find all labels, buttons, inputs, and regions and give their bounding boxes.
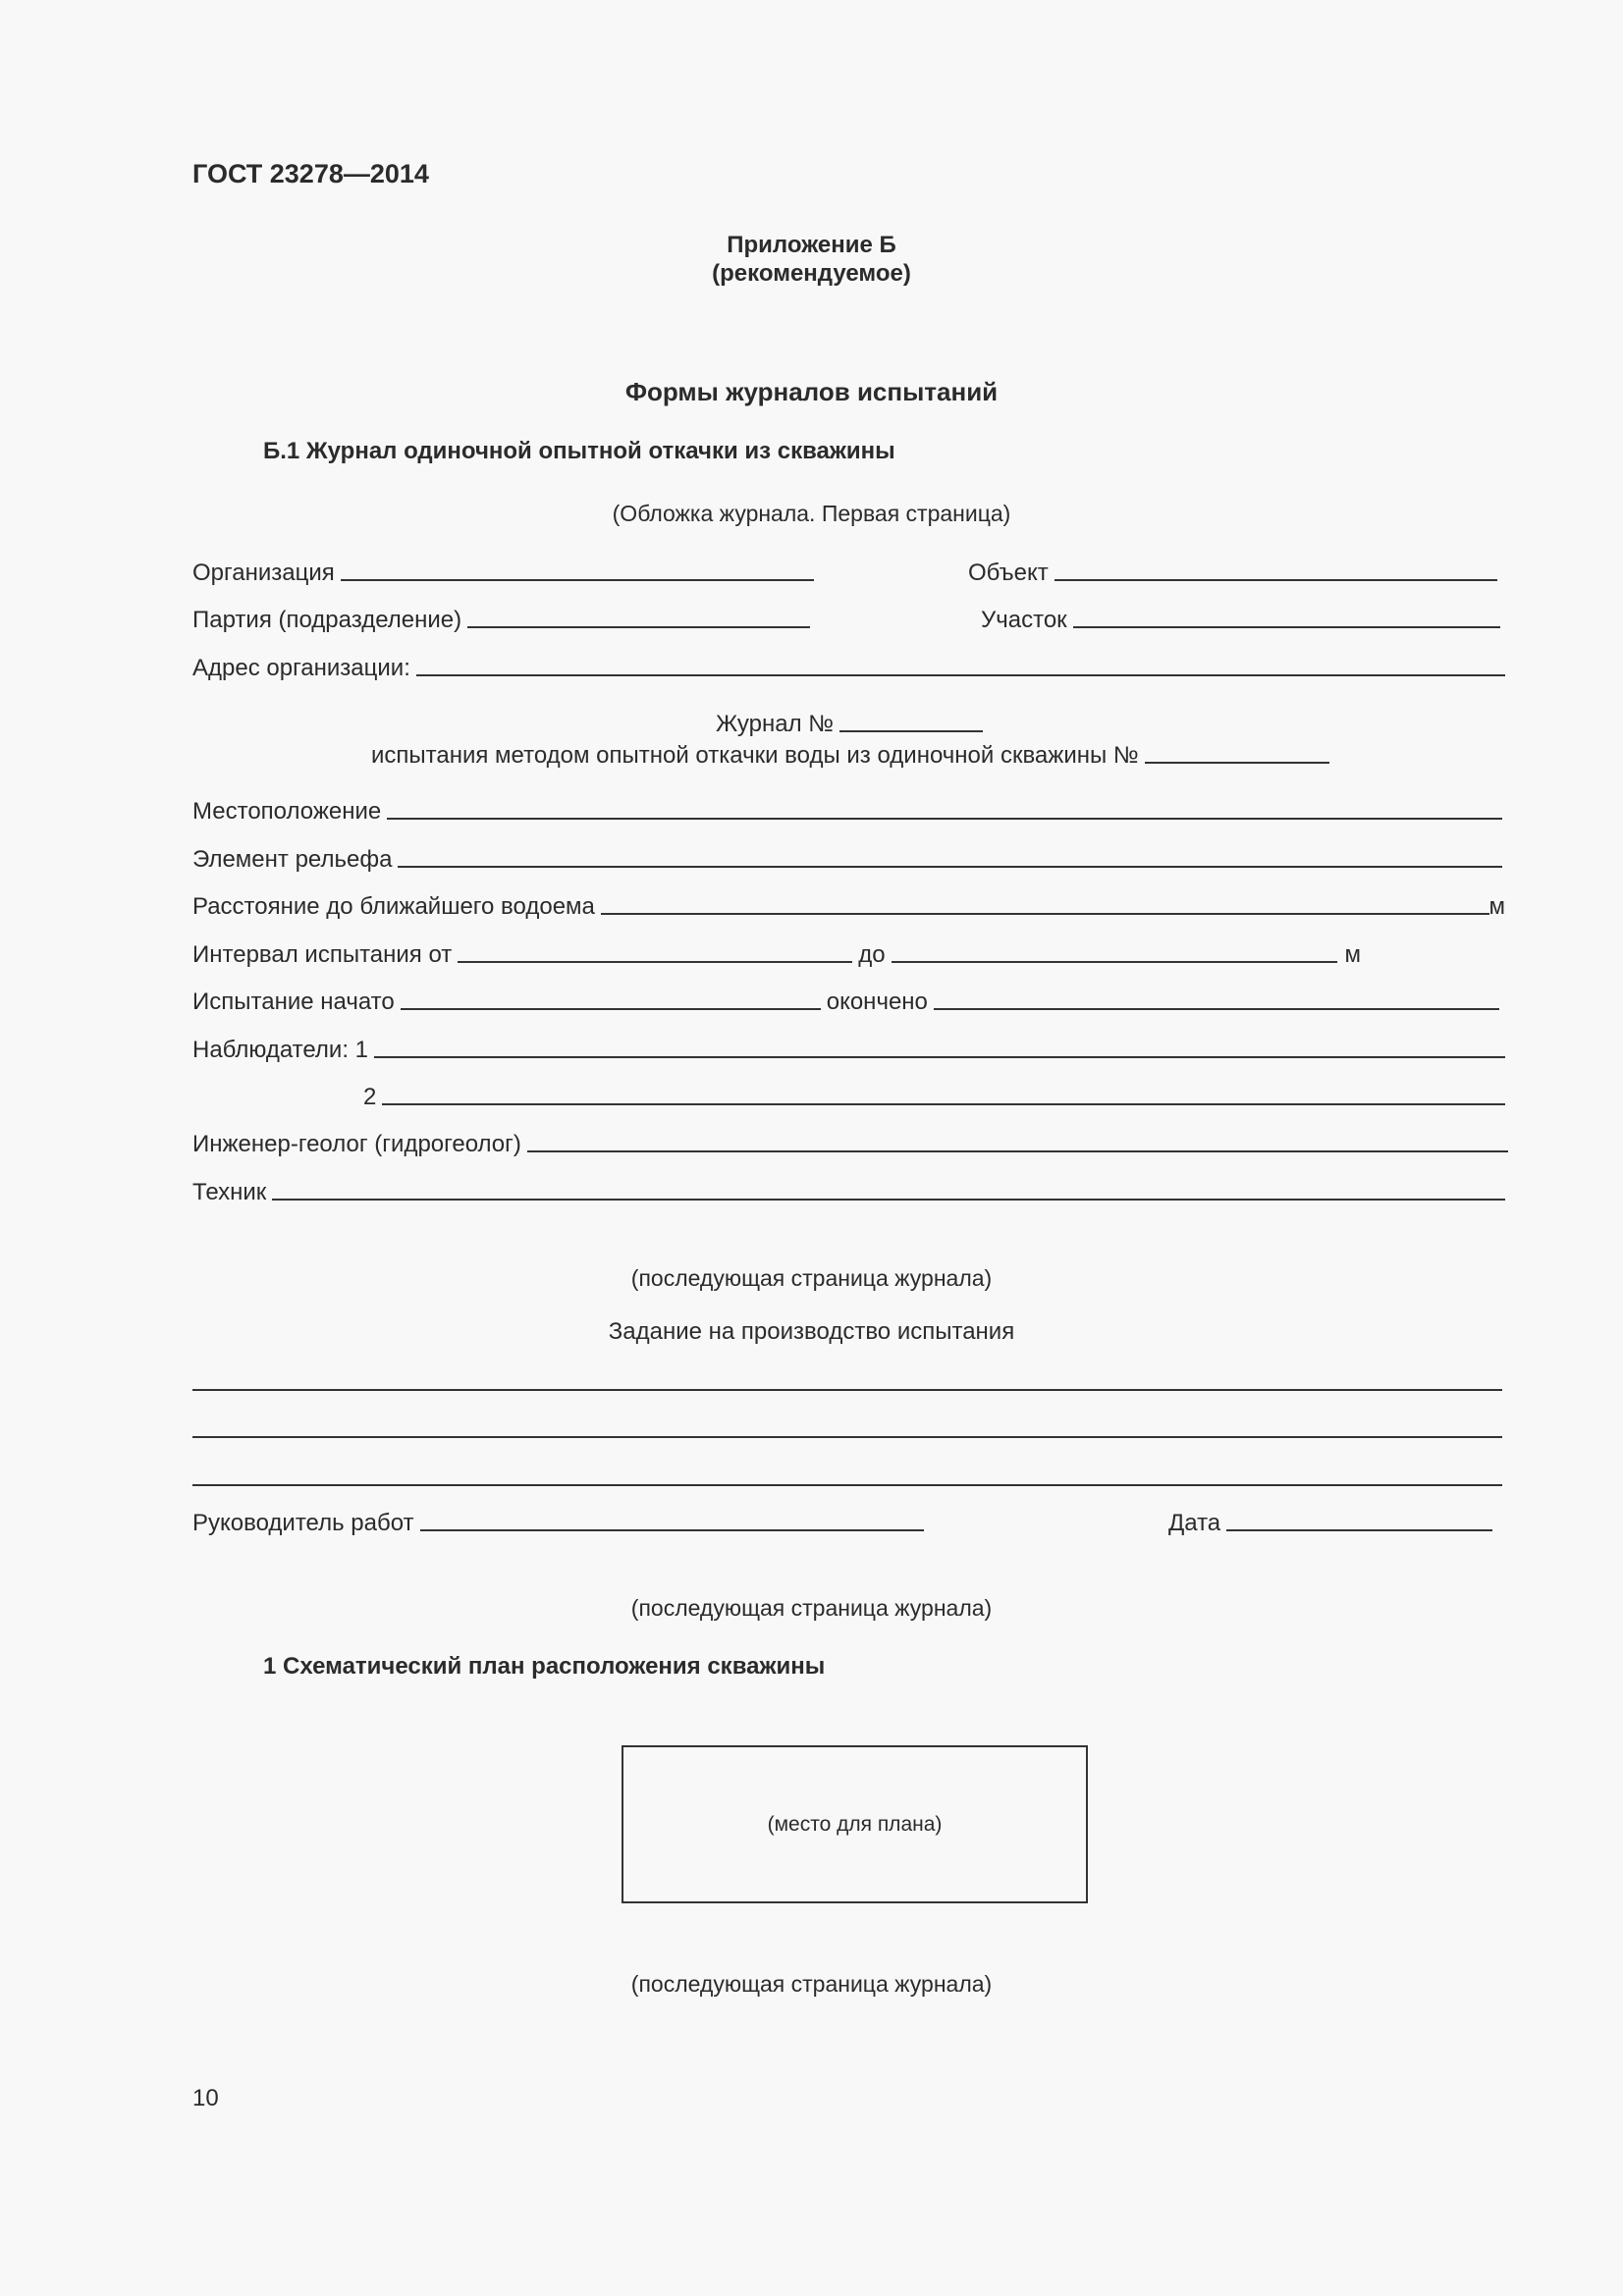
next-page-note-3: (последующая страница журнала) xyxy=(630,1971,993,1997)
org-field xyxy=(192,554,814,587)
subsection-title: Б.1 Журнал одиночной опытной откачки из скважины xyxy=(263,438,895,464)
object-field xyxy=(968,554,1497,587)
observer-2-field xyxy=(363,1078,1505,1111)
object-label: Объект xyxy=(968,560,1049,586)
interval-from-blank[interactable] xyxy=(458,961,852,963)
observers-label: Наблюдатели: 1 xyxy=(192,1037,369,1063)
address-label: Адрес организации: xyxy=(192,655,410,681)
technician-blank[interactable] xyxy=(272,1199,1505,1201)
interval-to-label: до xyxy=(858,941,886,968)
distance-field xyxy=(192,887,1505,921)
started-label: Испытание начато xyxy=(192,988,395,1015)
relief-blank[interactable] xyxy=(398,866,1502,868)
finished-label: окончено xyxy=(826,988,928,1015)
test-dates-field xyxy=(192,983,1499,1016)
distance-unit: м xyxy=(1488,893,1505,920)
interval-unit: м xyxy=(1344,941,1361,968)
task-line-2[interactable] xyxy=(192,1436,1502,1438)
manager-label: Руководитель работ xyxy=(192,1510,414,1536)
relief-field xyxy=(192,840,1502,874)
plan-placeholder-box xyxy=(622,1745,1088,1903)
engineer-label: Инженер-геолог (гидрогеолог) xyxy=(192,1131,521,1157)
technician-label: Техник xyxy=(192,1179,267,1205)
location-blank[interactable] xyxy=(387,818,1502,820)
relief-label: Элемент рельефа xyxy=(192,846,393,873)
site-label: Участок xyxy=(981,607,1067,633)
task-line-1[interactable] xyxy=(192,1389,1502,1391)
started-blank[interactable] xyxy=(401,1008,821,1010)
interval-label: Интервал испытания от xyxy=(192,941,453,968)
appendix-subtitle: (рекомендуемое) xyxy=(712,260,911,287)
object-blank[interactable] xyxy=(1055,579,1497,581)
journal-title: Журнал № xyxy=(716,711,834,737)
observer-2-blank[interactable] xyxy=(382,1103,1505,1105)
date-label: Дата xyxy=(1168,1510,1221,1536)
site-field xyxy=(981,601,1500,634)
party-field xyxy=(192,601,810,634)
location-label: Местоположение xyxy=(192,798,382,825)
interval-field xyxy=(192,935,1361,969)
journal-subtitle: испытания методом опытной откачки воды из одиночной скважины № xyxy=(371,742,1139,769)
next-page-note-1: (последующая страница журнала) xyxy=(630,1265,993,1291)
journal-number-blank[interactable] xyxy=(839,730,983,732)
observer-1-blank[interactable] xyxy=(374,1056,1505,1058)
address-field xyxy=(192,649,1505,682)
distance-label: Расстояние до ближайшего водоема xyxy=(192,893,595,920)
org-blank[interactable] xyxy=(341,579,814,581)
page-number: 10 xyxy=(192,2085,219,2111)
party-label: Партия (подразделение) xyxy=(192,607,462,633)
location-field xyxy=(192,792,1502,826)
date-field xyxy=(1168,1504,1492,1537)
section-title: Формы журналов испытаний xyxy=(624,377,999,406)
journal-title-row xyxy=(716,705,983,738)
well-number-blank[interactable] xyxy=(1145,762,1329,764)
interval-to-blank[interactable] xyxy=(892,961,1337,963)
manager-field xyxy=(192,1504,924,1537)
observer-1-field xyxy=(192,1031,1505,1064)
technician-field xyxy=(192,1173,1505,1206)
engineer-blank[interactable] xyxy=(527,1150,1508,1152)
date-blank[interactable] xyxy=(1226,1529,1492,1531)
plan-heading: 1 Схематический план расположения скважины xyxy=(263,1653,826,1680)
distance-blank[interactable] xyxy=(601,913,1489,915)
manager-blank[interactable] xyxy=(420,1529,924,1531)
observer-2-label: 2 xyxy=(363,1084,377,1110)
engineer-field xyxy=(192,1125,1508,1158)
task-line-3[interactable] xyxy=(192,1484,1502,1486)
finished-blank[interactable] xyxy=(934,1008,1499,1010)
address-blank[interactable] xyxy=(416,674,1505,676)
party-blank[interactable] xyxy=(467,626,810,628)
next-page-note-2: (последующая страница журнала) xyxy=(630,1595,993,1621)
standard-number: ГОСТ 23278—2014 xyxy=(192,159,429,188)
org-label: Организация xyxy=(192,560,335,586)
site-blank[interactable] xyxy=(1073,626,1500,628)
plan-placeholder-text: (место для плана) xyxy=(767,1812,943,1836)
journal-subtitle-row xyxy=(371,736,1329,770)
task-title: Задание на производство испытания xyxy=(608,1318,1015,1345)
appendix-title: Приложение Б xyxy=(727,232,896,258)
cover-note: (Обложка журнала. Первая страница) xyxy=(612,501,1011,526)
